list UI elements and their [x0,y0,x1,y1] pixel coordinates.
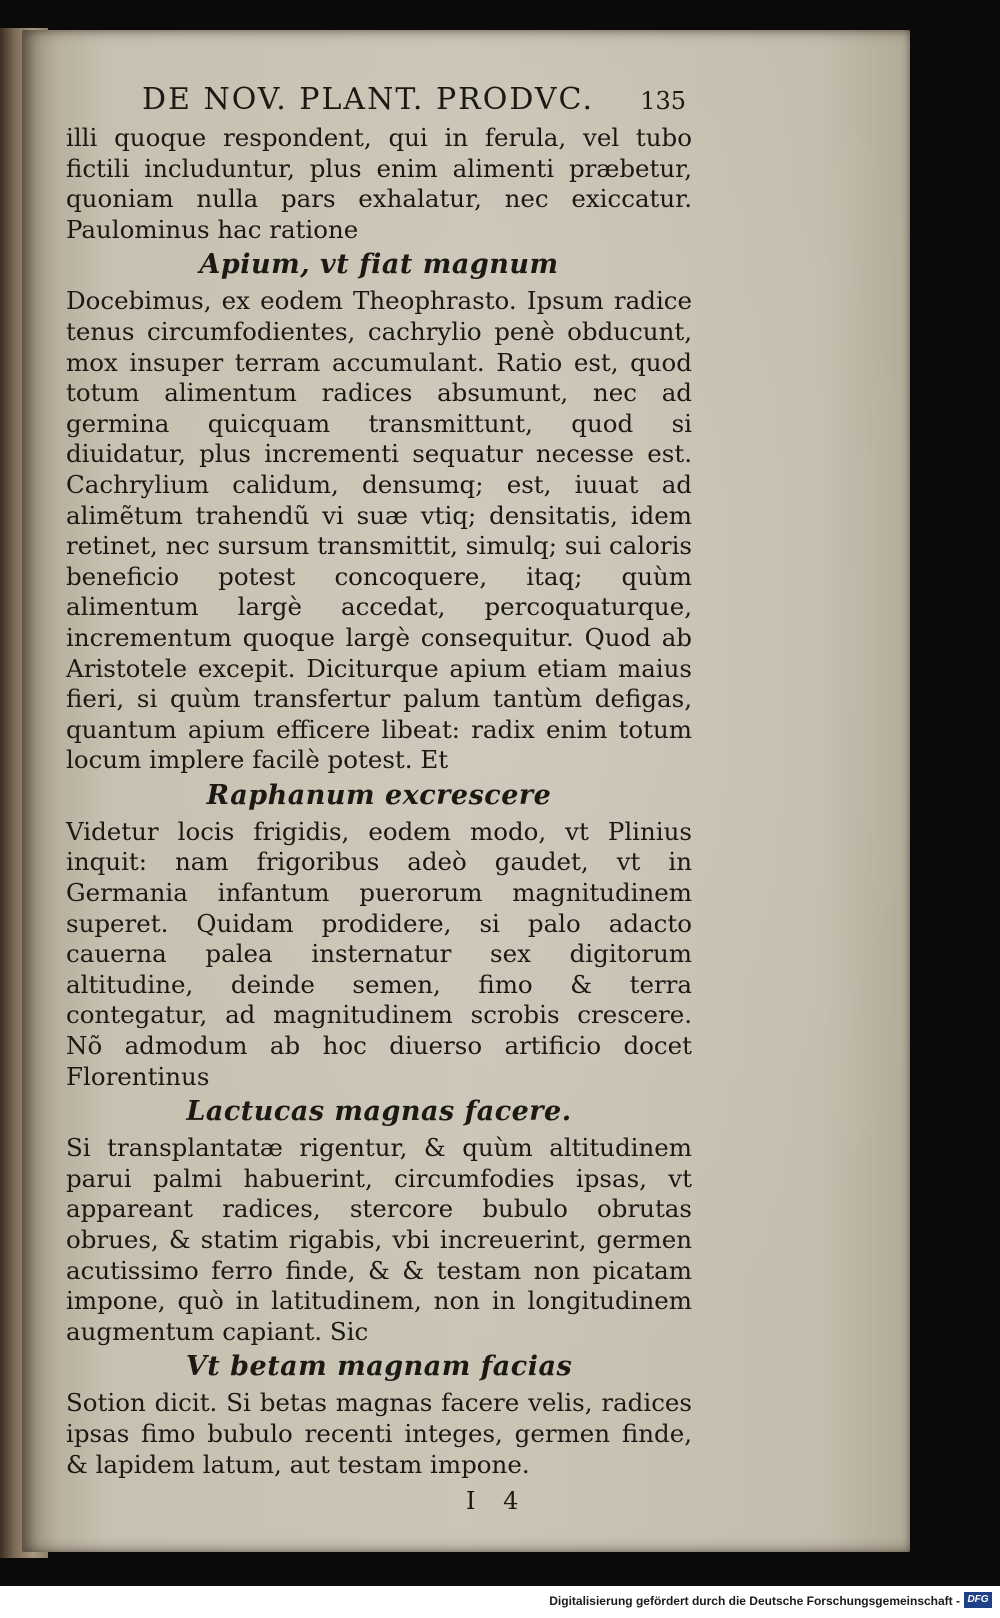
running-head [66,80,692,121]
paragraph-apium: Docebimus, ex eodem Theophrasto. Ipsum radice tenus circumfodientes, cachrylio penè obducunt, mox insuper terram accumulant. Ratio est, quod totum alimentum radices absumunt, nec ad germina quicquam transmittunt, quod si diuidatur, plus incrementi sequatur necesse est. Cachrylium calidum, densumq; est, iuuat ad alimẽtum trahendũ vi suæ vtiq; densitatis, idem retinet, nec sursum transmittit, simulq; sui caloris beneficio potest concoquere, itaq; quùm alimentum largè accedat, percoquaturque, incrementum quoque largè consequitur. Quod ab Aristotele excepit. Diciturque apium etiam maius fieri, si quùm transfertur palum tantùm defigas, quantum apium efficere libeat: radix enim totum locum implere facilè potest. Et [66,286,692,775]
dfg-logo: DFG [964,1592,992,1608]
page-number: 135 [640,87,686,115]
heading-betam: Vt betam magnam facias [185,1351,573,1383]
paragraph-betam: Sotion dicit. Si betas magnas facere velis, radices ipsas fimo bubulo recenti integes, germen finde, & lapidem latum, aut testam impone. [66,1388,692,1479]
heading-apium: Apium, vt fiat magnum [199,249,559,281]
footer-bar [0,1586,1000,1618]
paragraph-ferula: illi quoque respondent, qui in ferula, vel tubo fictili includuntur, plus enim alimenti præbetur, quoniam nulla pars exhalatur, nec exiccatur. Paulominus hac ratione [66,123,692,244]
footer-credit: Digitalisierung gefördert durch die Deutsche Forschungsgemeinschaft - [549,1594,960,1608]
text-block [66,80,692,1516]
book-page [22,30,910,1552]
signature-mark: I 4 [466,1487,529,1516]
paragraph-raphanum: Videtur locis frigidis, eodem modo, vt Plinius inquit: nam frigoribus adeò gaudet, vt in Germania infantum puerorum magnitudinem superet. Quidam prodidere, si palo adacto cauerna palea insternatur sex digitorum altitudine, deinde semen, fimo & terra contegatur, ad magnitudinem scrobis crescere. Nõ admodum ab hoc diuerso artificio docet Florentinus [66,816,692,1091]
running-head-title: DE NOV. PLANT. PRODVC. [142,82,594,117]
heading-lactucas: Lactucas magnas facere. [186,1096,572,1128]
heading-raphanum: Raphanum excrescere [206,779,552,811]
paragraph-lactucas: Si transplantatæ rigentur, & quùm altitudinem parui palmi habuerint, circumfodies ipsas, vt appareant radices, stercore bubulo obrutas obrues, & statim rigabis, vbi increuerint, germen acutissimo ferro finde, & & testam non picatam impone, quò in latitudinem, non in longitudinem augmentum capiant. Sic [66,1133,692,1346]
